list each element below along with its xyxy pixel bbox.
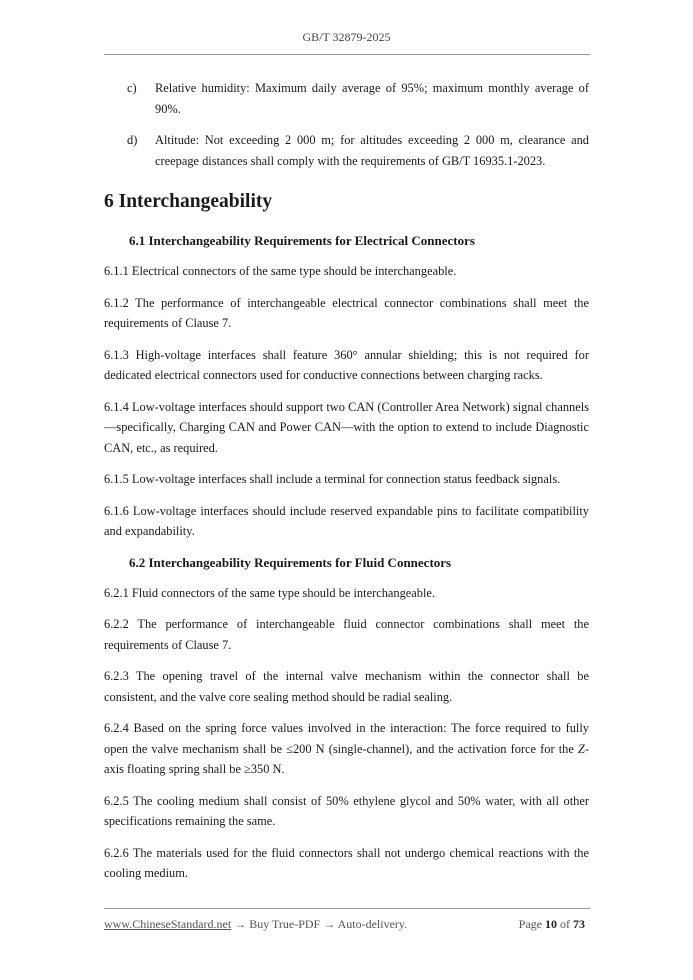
clause-paragraph: 6.1.5 Low-voltage interfaces shall include a terminal for connection status feedback signals.	[104, 472, 561, 486]
clause-paragraph	[104, 718, 589, 780]
standard-number: GB/T 32879-2025	[302, 30, 391, 44]
clause-paragraph: 6.1.4 Low-voltage interfaces should support two CAN (Controller Area Network) signal channels—specifically, Charging CAN and Power CAN—with the option to extend to include Diagnostic CAN, etc., as required.	[104, 399, 589, 455]
clause-paragraph: 6.2.6 The materials used for the fluid connectors shall not undergo chemical reactions with the cooling medium.	[104, 845, 589, 880]
clause-paragraph: 6.2.2 The performance of interchangeable fluid connector combinations shall meet the requirements of Clause 7.	[104, 617, 589, 652]
clause-text: 6.2.4 Based on the spring force values involved in the interaction: The force required to fully open the valve mechanism shall be ≤200 N (single-channel), and the activation force for the	[104, 721, 589, 756]
list-marker: c)	[127, 81, 137, 95]
clause-paragraph: 6.2.1 Fluid connectors of the same type should be interchangeable.	[104, 585, 436, 600]
arrow-icon: →	[234, 917, 247, 931]
page-content	[104, 78, 589, 884]
page-label: Page	[518, 917, 542, 931]
header-divider	[104, 54, 590, 55]
clause-paragraph: 6.1.3 High-voltage interfaces shall feature 360° annular shielding; this is not required for dedicated electrical connectors used for conductive connections between charging racks.	[104, 347, 589, 382]
list-text: Altitude: Not exceeding 2 000 m; for altitudes exceeding 2 000 m, clearance and creepage distances shall comply with the requirements of GB/T 16935.1-2023.	[155, 133, 589, 168]
clause-text: -axis floating spring shall be ≥350 N.	[104, 741, 589, 776]
delivery-text: Auto-delivery.	[337, 917, 408, 931]
clause-paragraph: 6.1.1 Electrical connectors of the same type should be interchangeable.	[104, 264, 457, 278]
list-text: Relative humidity: Maximum daily average of 95%; maximum monthly average of 90%.	[155, 81, 589, 116]
axis-symbol: Z	[577, 741, 585, 756]
site-link[interactable]: www.ChineseStandard.net	[104, 917, 232, 931]
list-item-c	[104, 78, 589, 119]
page-total: 73	[573, 917, 585, 931]
footer-promo	[104, 917, 407, 932]
page-number: 10	[545, 917, 557, 931]
buy-text: Buy True-PDF	[249, 917, 321, 931]
list-item-d	[104, 130, 589, 171]
subsection-heading: 6.1 Interchangeability Requirements for Electrical Connectors	[129, 233, 475, 248]
clause-paragraph: 6.2.3 The opening travel of the internal valve mechanism within the connector shall be consistent, and the valve core sealing method should be radial sealing.	[104, 669, 589, 704]
section-heading: 6 Interchangeability	[104, 191, 273, 212]
list-marker: d)	[127, 133, 138, 147]
page-counter	[519, 917, 585, 932]
subsection-heading: 6.2 Interchangeability Requirements for Fluid Connectors	[129, 554, 452, 570]
arrow-icon: →	[323, 917, 336, 931]
clause-paragraph: 6.1.6 Low-voltage interfaces should include reserved expandable pins to facilitate compatibility and expandability.	[104, 503, 589, 538]
of-label: of	[560, 917, 570, 931]
clause-paragraph: 6.1.2 The performance of interchangeable electrical connector combinations shall meet the requirements of Clause 7.	[104, 295, 589, 330]
clause-paragraph: 6.2.5 The cooling medium shall consist of 50% ethylene glycol and 50% water, with all other specifications remaining the same.	[104, 793, 589, 828]
footer-divider	[104, 908, 590, 909]
